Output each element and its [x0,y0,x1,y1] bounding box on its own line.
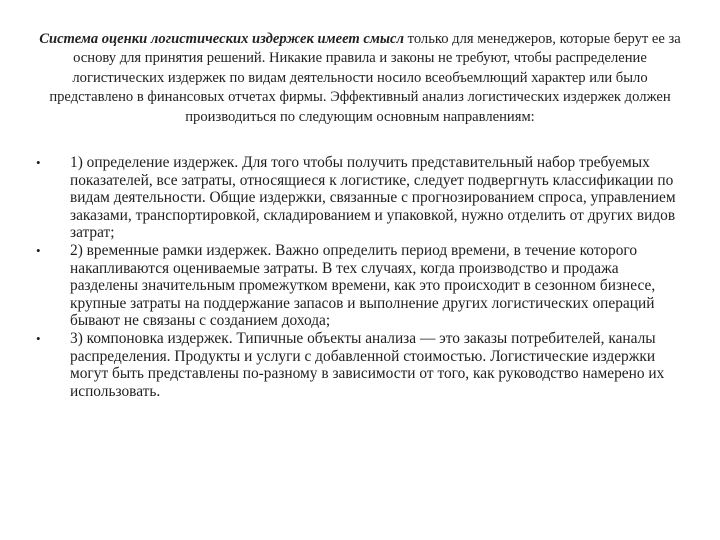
intro-text: только для менеджеров, которые берут ее за основу для принятия решений. Никакие правила и законы не требуют, чтобы распределение логистических издержек по видам деятельности носило всеобъемлющий характер или было представлено в финансовых отчетах фирмы. Эффективный анализ логистических издержек должен производиться по следующим основным направлениям: [49,31,681,125]
bullet-icon: • [36,242,41,258]
bullet-icon: • [36,155,41,170]
directions-list [36,154,684,400]
list-item [36,330,684,400]
list-item [36,242,684,330]
intro-emphasis: Система оценки логистических издержек имеет смысл [39,31,404,47]
intro-paragraph [38,30,682,127]
bullet-icon: • [36,330,41,346]
list-item-text: 2) временные рамки издержек. Важно определить период времени, в течение которого накапливаются оцениваемые затраты. В тех случаях, когда производство и продажа разделены значительным промежутком времени, как это происходит в сезонном бизнесе, крупные затраты на поддержание запасов и выполнение других логистических операций бывают не связаны с созданием дохода; [70,241,656,330]
list-item [36,154,684,242]
list-item-text: 1) определение издержек. Для того чтобы получить представительный набор требуемых показателей, все затраты, относящиеся к логистике, следует подвергнуть классификации по видам деятельности. Общие издержки, связанные с прогнозированием спроса, управлением заказами, транспортировкой, складированием и упаковкой, нужно отделить от других видов затрат; [70,154,676,242]
list-item-text: 3) компоновка издержек. Типичные объекты анализа — это заказы потребителей, каналы распределения. Продукты и услуги с добавленной стоимостью. Логистические издержки могут быть представлены по-разному в зависимости от того, как руководство намерено их использовать. [70,329,665,400]
